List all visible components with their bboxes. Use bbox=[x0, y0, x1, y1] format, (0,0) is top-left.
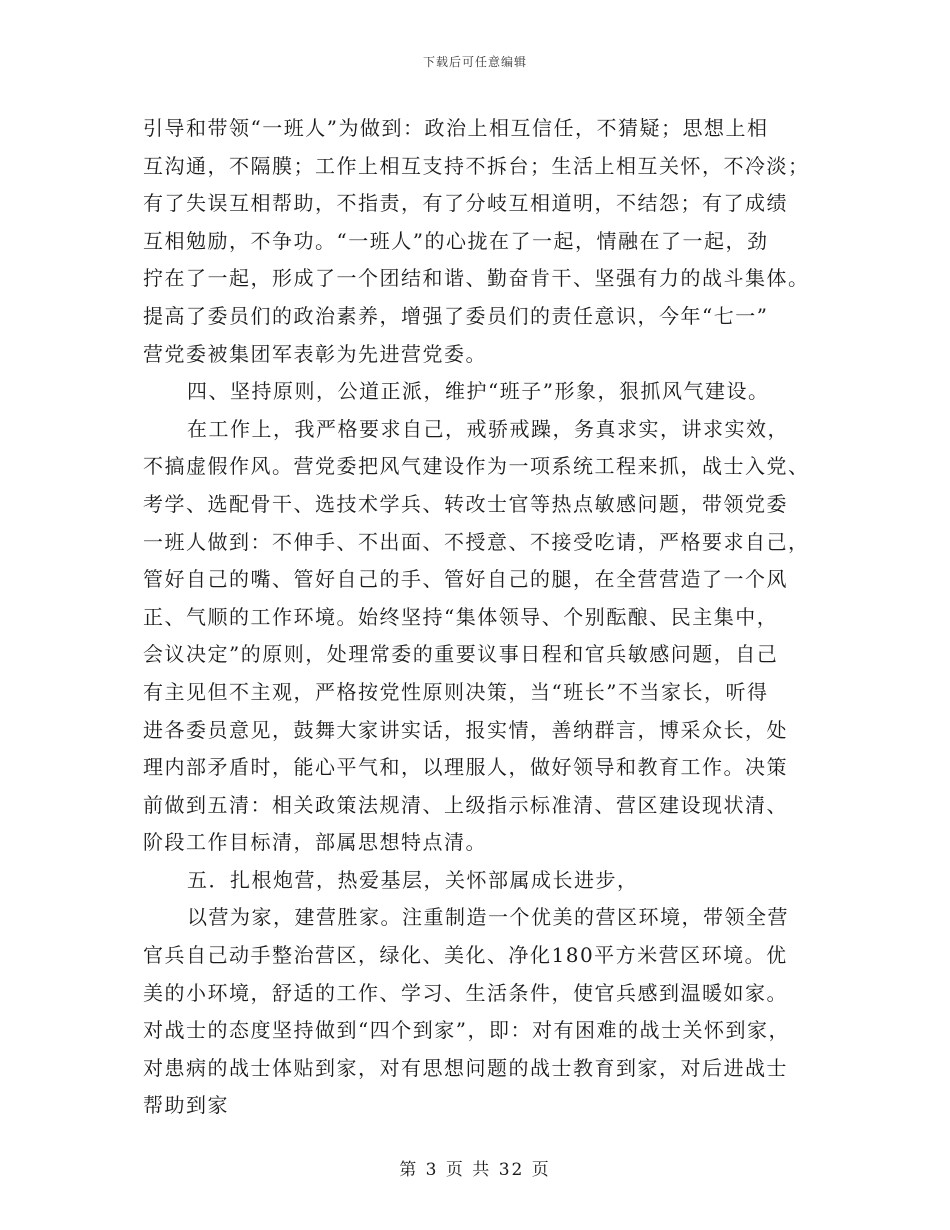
text-line: 进各委员意见，鼓舞大家讲实话，报实情，善纳群言，博采众长，处 bbox=[143, 717, 788, 742]
text-line: 前做到五清：相关政策法规清、上级指示标准清、营区建设现状清、 bbox=[143, 792, 788, 817]
document-body bbox=[143, 110, 808, 1125]
text-line: 帮助到家 bbox=[143, 1093, 229, 1118]
text-line: 对患病的战士体贴到家，对有思想问题的战士教育到家，对后进战士 bbox=[143, 1055, 788, 1080]
page-header: 下载后可任意编辑 bbox=[422, 55, 527, 69]
text-line: 引导和带领“一班人”为做到：政治上相互信任，不猜疑；思想上相 bbox=[143, 116, 769, 140]
text-line: 阶段工作目标清，部属思想特点清。 bbox=[143, 830, 487, 855]
text-line: 在工作上，我严格要求自己，戒骄戒躁，务真求实，讲求实效， bbox=[187, 416, 789, 441]
text-line: 美的小环境，舒适的工作、学习、生活条件，使官兵感到温暖如家。 bbox=[143, 980, 788, 1005]
text-line: 提高了委员们的政治素养，增强了委员们的责任意识，今年“七一” bbox=[143, 303, 769, 328]
text-line: 管好自己的嘴、管好自己的手、管好自己的腿，在全营营造了一个风 bbox=[143, 567, 788, 592]
text-line: 五．扎根炮营，热爱基层，关怀部属成长进步， bbox=[187, 867, 639, 892]
text-line: 对战士的态度坚持做到“四个到家”，即：对有困难的战士关怀到家， bbox=[143, 1018, 790, 1043]
text-line: 会议决定”的原则，处理常委的重要议事日程和官兵敏感问题，自己 bbox=[143, 642, 779, 667]
page-footer: 第 3 页 共 32 页 bbox=[399, 1160, 551, 1180]
text-line: 不搞虚假作风。营党委把风气建设作为一项系统工程来抓，战士入党、 bbox=[143, 454, 810, 479]
text-line: 一班人做到：不伸手、不出面、不授意、不接受吃请，严格要求自己， bbox=[143, 529, 810, 554]
text-line: 有了失误互相帮助，不指责，有了分岐互相道明，不结怨；有了成绩 bbox=[143, 191, 788, 216]
text-line: 理内部矛盾时，能心平气和，以理服人，做好领导和教育工作。决策 bbox=[143, 755, 788, 780]
text-line: 互相勉励，不争功。“一班人”的心拢在了一起，情融在了一起，劲 bbox=[143, 228, 769, 253]
text-line: 考学、选配骨干、选技术学兵、转改士官等热点敏感问题，带领党委 bbox=[143, 491, 788, 516]
text-line: 以营为家，建营胜家。注重制造一个优美的营区环境，带领全营 bbox=[187, 905, 789, 930]
text-line: 正、气顺的工作环境。始终坚持“集体领导、个别酝酿、民主集中， bbox=[143, 604, 779, 629]
text-line: 互沟通，不隔膜；工作上相互支持不拆台；生活上相互关怀，不冷淡； bbox=[143, 153, 810, 178]
text-line: 拧在了一起，形成了一个团结和谐、勤奋肯干、坚强有力的战斗集体。 bbox=[143, 266, 810, 291]
text-line: 四、坚持原则，公道正派，维护“班子”形象，狠抓风气建设。 bbox=[187, 379, 770, 404]
text-line: 官兵自己动手整治营区，绿化、美化、净化180平方米营区环境。优 bbox=[143, 943, 788, 968]
text-line: 营党委被集团军表彰为先进营党委。 bbox=[143, 341, 487, 366]
text-line: 有主见但不主观，严格按党性原则决策，当“班长”不当家长，听得 bbox=[143, 679, 769, 704]
